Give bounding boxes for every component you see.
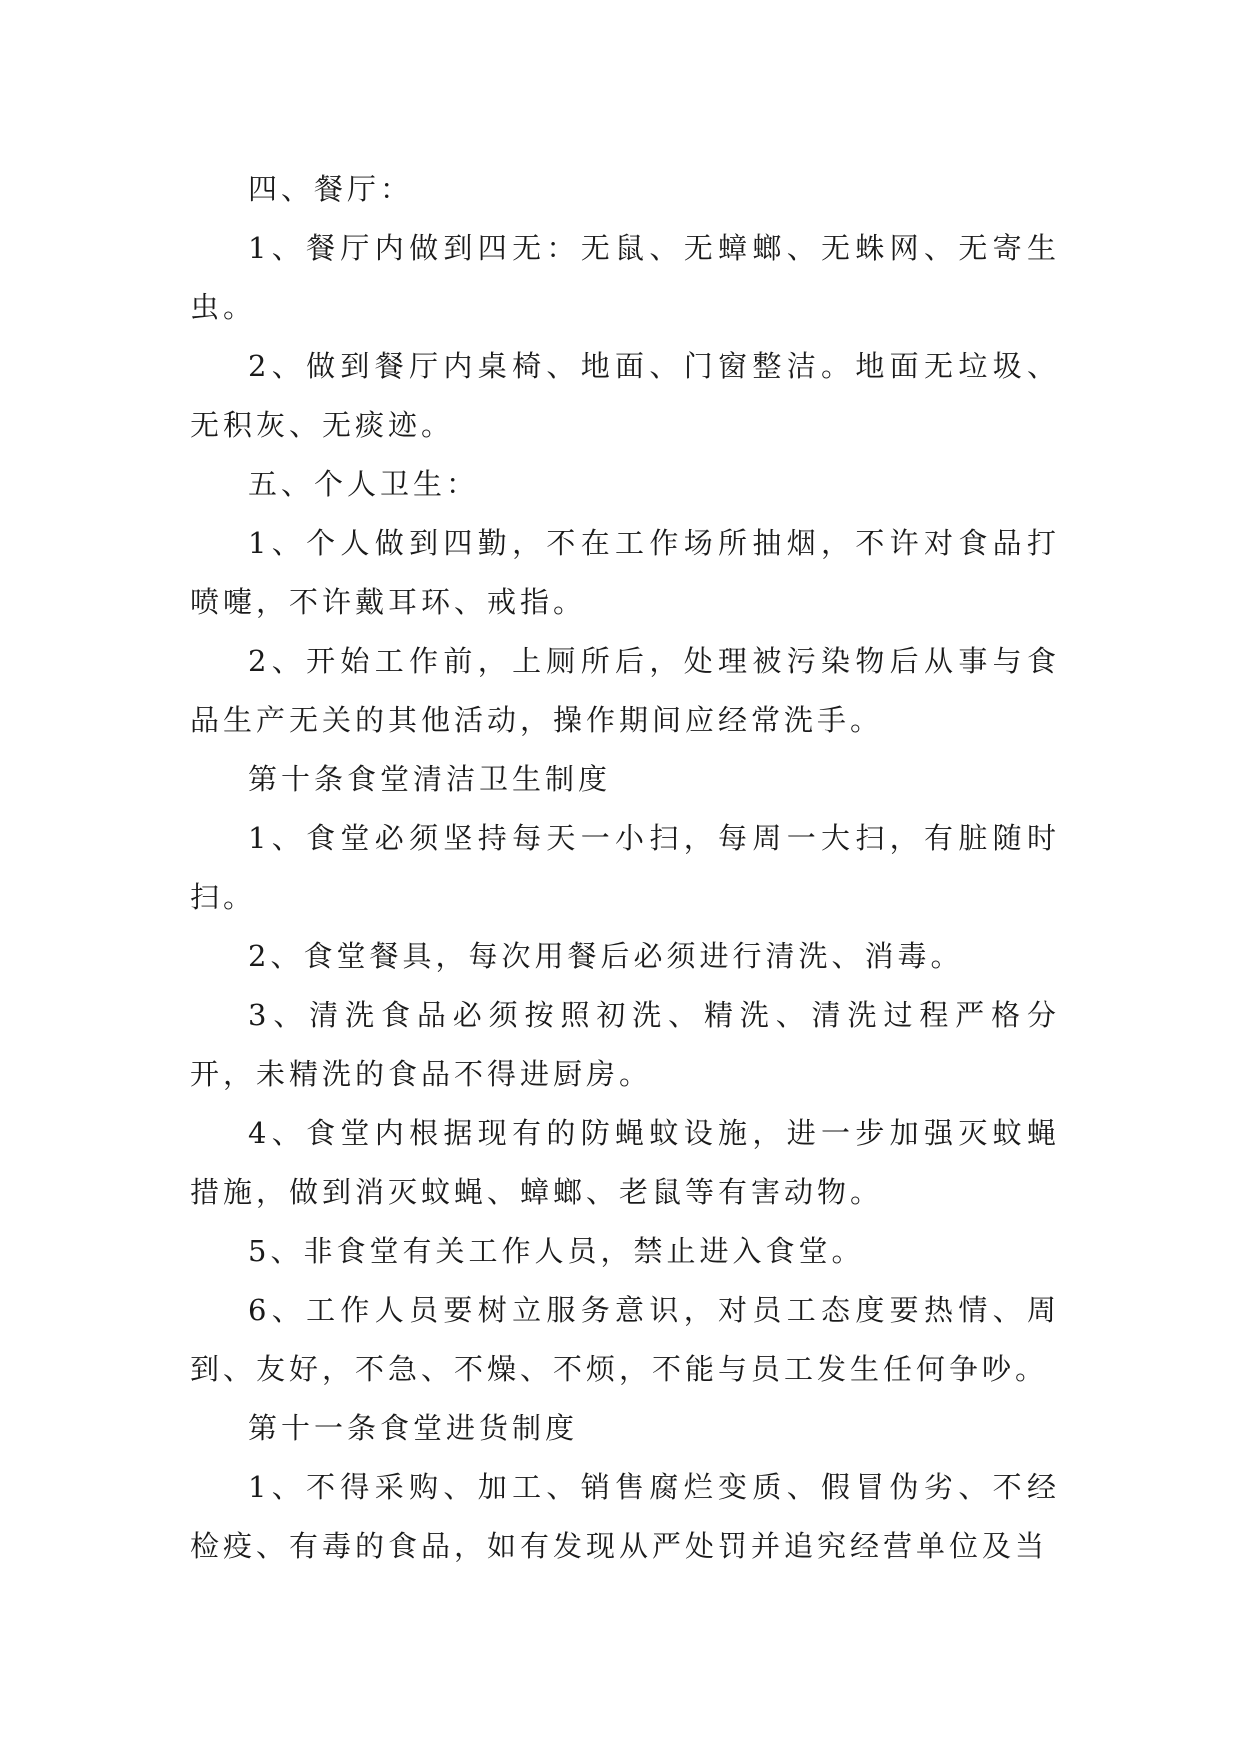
paragraph: 2、做到餐厅内桌椅、地面、门窗整洁。地面无垃圾、无积灰、无痰迹。 — [190, 349, 1060, 442]
paragraph: 1、食堂必须坚持每天一小扫，每周一大扫，有脏随时扫。 — [190, 821, 1060, 914]
section-heading-personal-hygiene: 五、个人卫生： — [248, 467, 480, 501]
section-heading-dining-hall: 四、餐厅： — [248, 172, 414, 206]
document-body — [190, 160, 1060, 1576]
paragraph: 4、食堂内根据现有的防蝇蚊设施，进一步加强灭蚊蝇措施，做到消灭蚊蝇、蟑螂、老鼠等有害动物。 — [190, 1116, 1060, 1209]
paragraph: 2、开始工作前，上厕所后，处理被污染物后从事与食品生产无关的其他活动，操作期间应经常洗手。 — [190, 644, 1060, 737]
paragraph: 1、餐厅内做到四无：无鼠、无蟑螂、无蛛网、无寄生虫。 — [190, 231, 1060, 324]
article-heading-10: 第十条食堂清洁卫生制度 — [248, 762, 612, 796]
paragraph: 2、食堂餐具，每次用餐后必须进行清洗、消毒。 — [248, 939, 964, 973]
paragraph: 1、个人做到四勤，不在工作场所抽烟，不许对食品打喷嚏，不许戴耳环、戒指。 — [190, 526, 1060, 619]
paragraph: 6、工作人员要树立服务意识，对员工态度要热情、周到、友好，不急、不燥、不烦，不能与员工发生任何争吵。 — [190, 1293, 1060, 1386]
paragraph: 1、不得采购、加工、销售腐烂变质、假冒伪劣、不经检疫、有毒的食品，如有发现从严处罚并追究经营单位及当 — [190, 1470, 1060, 1563]
article-heading-11: 第十一条食堂进货制度 — [248, 1411, 579, 1445]
paragraph: 5、非食堂有关工作人员，禁止进入食堂。 — [248, 1234, 865, 1268]
paragraph: 3、清洗食品必须按照初洗、精洗、清洗过程严格分开，未精洗的食品不得进厨房。 — [190, 998, 1060, 1091]
